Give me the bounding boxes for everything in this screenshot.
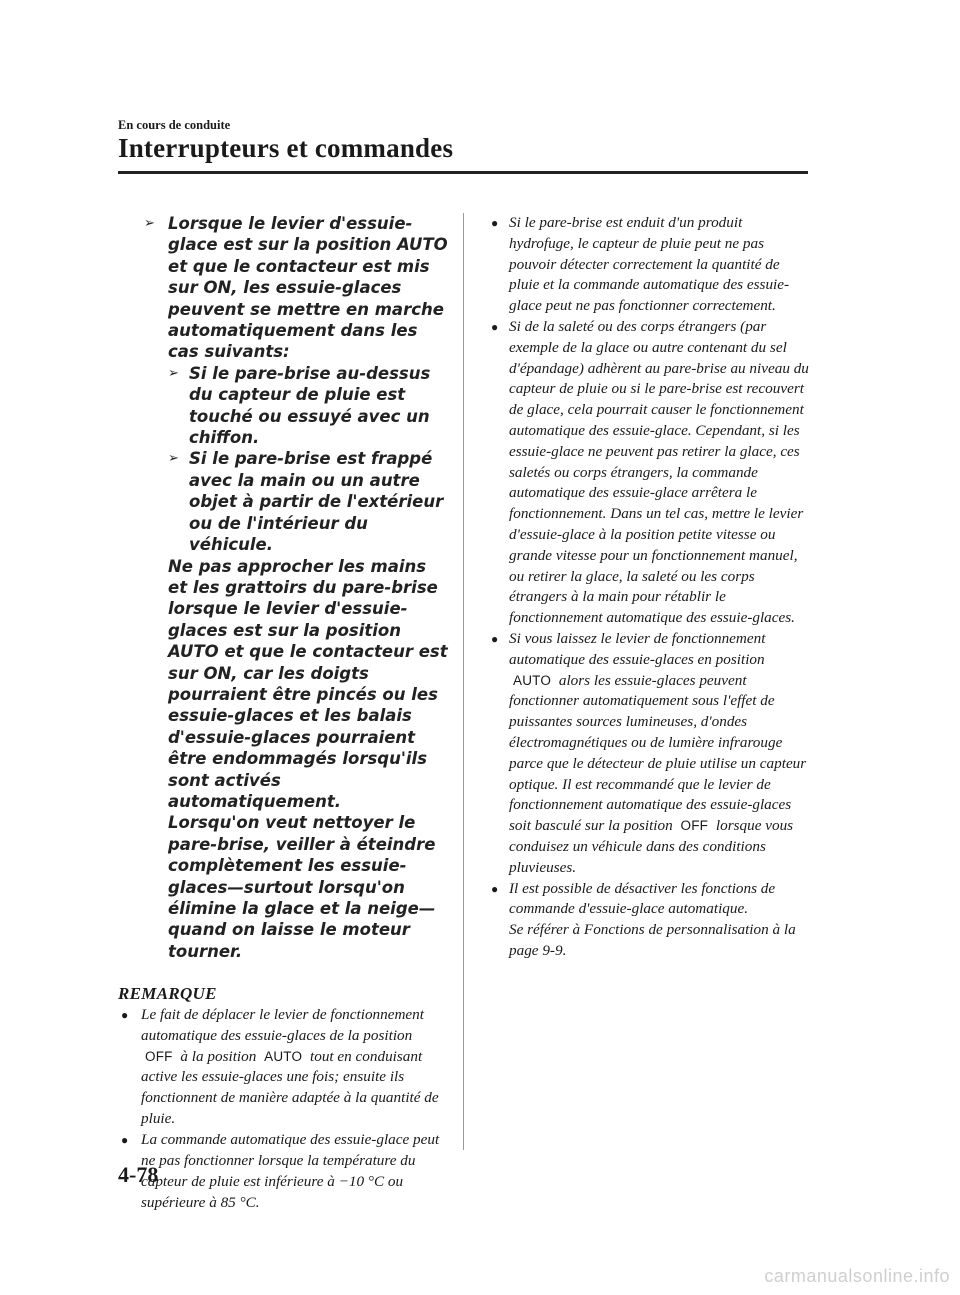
note-item <box>488 629 810 879</box>
warning-subitem-text: Si le pare-brise est frappé avec la main ou un autre objet à partir de l'extérieur ou de l'intérieur du véhicule. <box>189 449 444 555</box>
round-bullet-icon: ● <box>491 216 499 230</box>
key-auto-label: AUTO <box>264 1048 303 1064</box>
arrow-bullet-icon: ➢ <box>168 365 179 381</box>
note-text: Le fait de déplacer le levier de fonctionnement automatique des essuie-glaces de la position <box>141 1006 424 1044</box>
note-text: Si le pare-brise est enduit d'un produit hydrofuge, le capteur de pluie peut ne pas pouvoir détecter correctement la quantité de pluie et la commande automatique des essuie-glace peut ne pas fonctionner correctement. <box>509 214 790 315</box>
warning-paragraph: Ne pas approcher les mains et les grattoirs du pare-brise lorsque le levier d'essuie-glaces est sur la position AUTO et que le contacteur est sur ON, car les doigts pourraient être pincés ou les essuie-glaces et les balais d'essuie-glaces pourraient être endommagés lorsqu'ils sont activés automatiquement. <box>168 556 448 811</box>
note-text: Si de la saleté ou des corps étrangers (par exemple de la glace ou autre contenant du sel d'épandage) adhèrent au pare-brise au niveau du capteur de pluie ou si le pare-brise est recouvert de glace, cela pourrait causer le fonctionnement automatique des essuie-glace. Cependant, si les essuie-glace ne peuvent pas retirer la glace, ces saletés ou corps étrangers, la commande automatique des essuie-glace arrêtera le fonctionnement. Dans un tel cas, mettre le levier d'essuie-glace à la position petite vitesse ou grande vitesse pour un fonctionnement manuel, ou retirer la glace, la saleté ou les corps étrangers à la main pour rétablir le fonctionnement automatique des essuie-glaces. <box>509 317 809 627</box>
section-label: En cours de conduite <box>118 118 231 132</box>
note-text: à la position <box>180 1047 257 1065</box>
note-item <box>118 1130 448 1213</box>
arrow-bullet-icon: ➢ <box>144 216 155 231</box>
page-reference: Se référer à Fonctions de personnalisation à la page 9-9. <box>509 921 796 959</box>
warning-subitem <box>118 448 448 555</box>
left-column <box>118 213 448 1213</box>
note-text: tout en conduisant active les essuie-glaces une fois; ensuite ils fonctionnent de manière adaptée à la quantité de pluie. <box>141 1047 439 1127</box>
note-item <box>118 1005 448 1129</box>
column-divider <box>463 213 464 1150</box>
note-text: La commande automatique des essuie-glace peut ne pas fonctionner lorsque la température du capteur de pluie est inférieure à −10 °C ou supérieure à 85 °C. <box>141 1131 440 1211</box>
warning-block <box>118 213 448 962</box>
note-item <box>488 879 810 962</box>
warning-item-text: Lorsque le levier d'essuie-glace est sur la position AUTO et que le contacteur est mis sur ON, les essuie-glaces peuvent se mettre en marche automatiquement dans les cas suivants: <box>168 214 448 362</box>
warning-subitem <box>118 363 448 449</box>
note-heading: REMARQUE <box>118 984 217 1004</box>
arrow-bullet-icon: ➢ <box>168 451 179 467</box>
note-text: Il est possible de désactiver les fonctions de commande d'essuie-glace automatique. <box>509 879 776 918</box>
round-bullet-icon: ● <box>121 1008 129 1023</box>
key-off-label: OFF <box>145 1048 173 1064</box>
page-number: 4-78 <box>118 1162 159 1187</box>
warning-item <box>118 213 448 363</box>
warning-paragraph: Lorsqu'on veut nettoyer le pare-brise, veiller à éteindre complètement les essuie-glaces—surtout lorsqu'on élimine la glace et la neige—quand on laisse le moteur tourner. <box>168 813 436 961</box>
round-bullet-icon: ● <box>491 881 499 896</box>
note-text: Si vous laissez le levier de fonctionnement automatique des essuie-glaces en position <box>509 629 766 668</box>
right-column <box>488 213 810 962</box>
key-auto-label: AUTO <box>513 672 552 688</box>
note-text: alors les essuie-glaces peuvent fonctionner automatiquement sous l'effet de puissantes sources lumineuses, d'ondes électromagnétiques ou de lumière infrarouge parce que le détecteur de pluie utilise un capteur optique. Il est recommandé que le levier de fonctionnement automatique des essuie-glaces soit basculé sur la position <box>509 671 807 835</box>
watermark: carmanualsonline.info <box>764 1266 950 1286</box>
key-off-label: OFF <box>680 818 709 834</box>
note-text: lorsque vous conduisez un véhicule dans des conditions pluvieuses. <box>509 817 794 876</box>
warning-subitem-text: Si le pare-brise au-dessus du capteur de pluie est touché ou essuyé avec un chiffon. <box>189 363 431 448</box>
note-item <box>488 317 810 629</box>
round-bullet-icon: ● <box>491 631 499 646</box>
round-bullet-icon: ● <box>491 319 499 334</box>
round-bullet-icon: ● <box>121 1133 129 1148</box>
title-rule <box>118 171 808 174</box>
page-title: Interrupteurs et commandes <box>118 133 454 163</box>
note-item <box>488 213 810 317</box>
